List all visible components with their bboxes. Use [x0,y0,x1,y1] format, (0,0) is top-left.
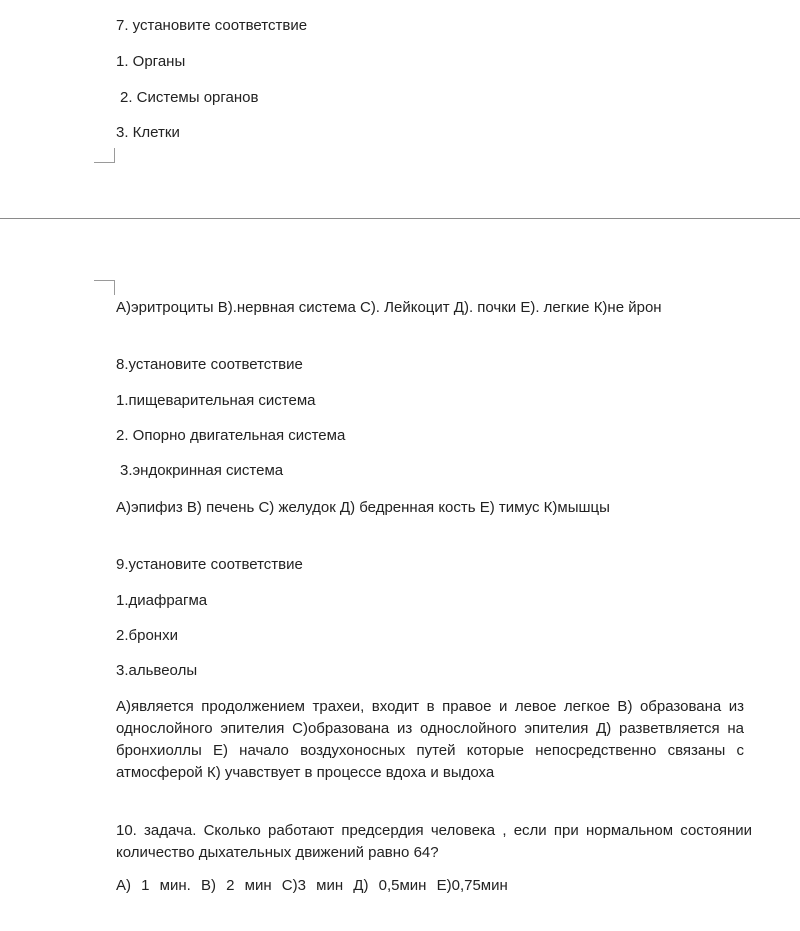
q9-answers: А)является продолжением трахеи, входит в правое и левое легкое В) образована из однослойного эпителия С)образована из однослойного эпителия Д) разветвляется на бронхиоллы Е) начало воздухоносных путей которые непосредственно связаны с атмосферой К) учавствует в процессе вдоха и выдоха [116,698,744,781]
q9-item-1: 1.диафрагма [116,592,208,609]
page-divider [0,218,800,219]
q7-item-1: 1. Органы [116,53,186,70]
q8-item-2: 2. Опорно двигательная система [116,427,346,444]
q9-item-3: 3.альвеолы [116,662,198,679]
page-corner-mark [94,148,115,163]
q8-item-1: 1.пищеварительная система [116,392,316,409]
q8-answers: А)эпифиз В) печень С) желудок Д) бедренная кость Е) тимус К)мышцы [116,499,610,516]
q8-title: 8.установите соответствие [116,356,303,373]
q7-item-3: 3. Клетки [116,124,180,141]
q9-item-2: 2.бронхи [116,627,178,644]
q7-answers: А)эритроциты В).нервная система С). Лейкоцит Д). почки Е). легкие К)не йрон [116,299,662,316]
page-corner-mark [94,280,115,295]
q7-title: 7. установите соответствие [116,17,308,34]
q9-title: 9.установите соответствие [116,556,303,573]
q7-item-2: 2. Системы органов [120,89,259,106]
q8-item-3: 3.эндокринная система [120,462,284,479]
q10-options: А) 1 мин. В) 2 мин С)3 мин Д) 0,5мин Е)0,75мин [116,877,508,894]
q10-task: 10. задача. Сколько работают предсердия человека , если при нормальном состоянии количество дыхательных движений равно 64? [116,822,752,861]
